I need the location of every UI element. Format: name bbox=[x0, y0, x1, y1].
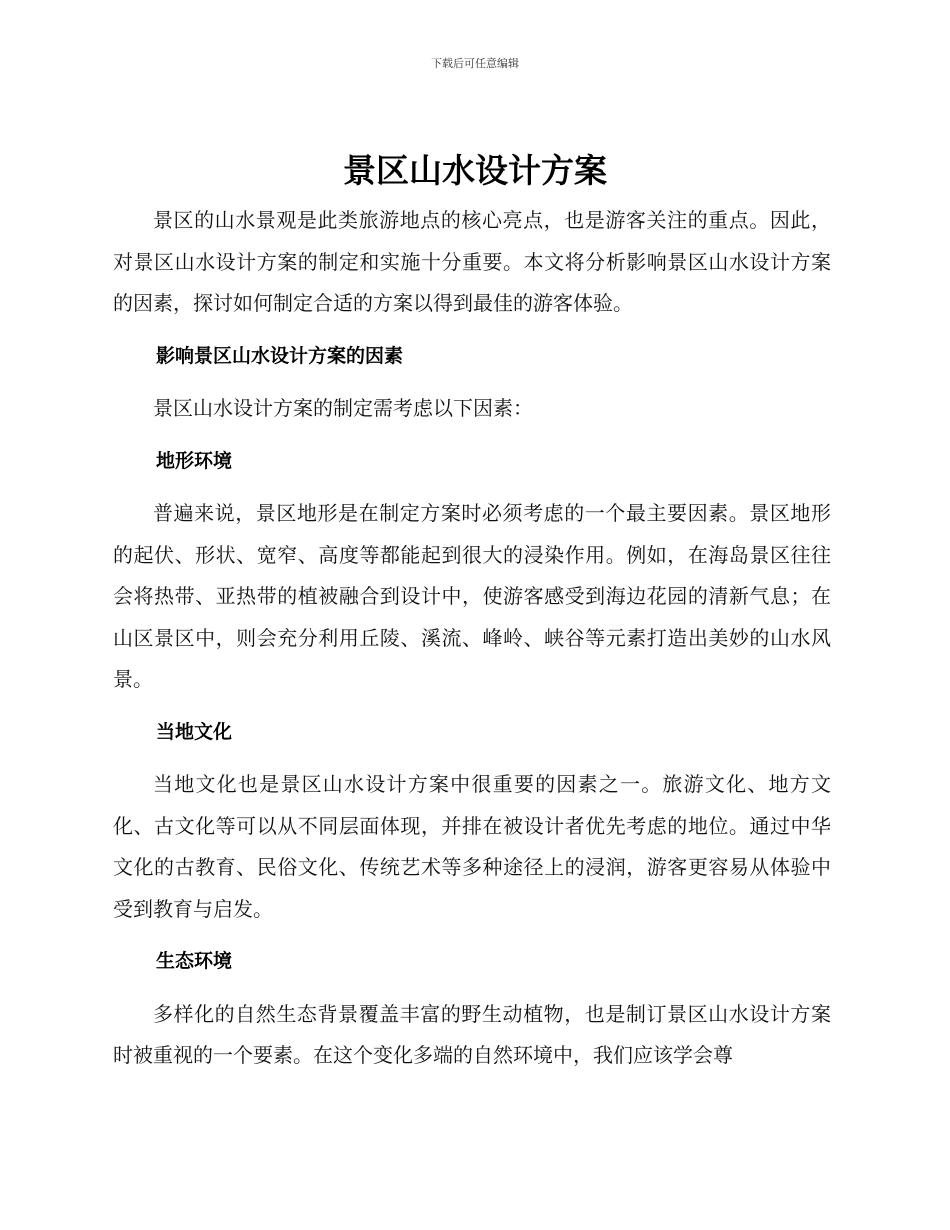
section-lead-paragraph: 景区山水设计方案的制定需考虑以下因素： bbox=[153, 396, 533, 420]
factor-heading-ecology: 生态环境 bbox=[156, 950, 233, 972]
factor-paragraph-terrain: 普遍来说，景区地形是在制定方案时必须考虑的一个最主要因素。景区地形的起伏、形状、宽窄、高度等都能起到很大的浸染作用。例如，在海岛景区往往会将热带、亚热带的植被融合到设计中，使游客感受到海边花园的清新气息；在山区景区中，则会充分利用丘陵、溪流、峰岭、峡谷等元素打造出美妙的山水风景。 bbox=[113, 501, 831, 691]
section-heading: 影响景区山水设计方案的因素 bbox=[156, 344, 404, 367]
factor-paragraph-ecology: 多样化的自然生态背景覆盖丰富的野生动植物，也是制订景区山水设计方案时被重视的一个要素。在这个变化多端的自然环境中，我们应该学会尊 bbox=[113, 1001, 831, 1067]
factor-heading-culture: 当地文化 bbox=[156, 720, 233, 743]
factor-paragraph-culture: 当地文化也是景区山水设计方案中很重要的因素之一。旅游文化、地方文化、古文化等可以从不同层面体现，并排在被设计者优先考虑的地位。通过中华文化的古教育、民俗文化、传统艺术等多种途径上的浸润，游客更容易从体验中受到教育与启发。 bbox=[113, 772, 831, 921]
intro-paragraph: 景区的山水景观是此类旅游地点的核心亮点，也是游客关注的重点。因此，对景区山水设计方案的制定和实施十分重要。本文将分析影响景区山水设计方案的因素，探讨如何制定合适的方案以得到最佳的游客体验。 bbox=[113, 208, 831, 315]
header-note: 下载后可任意编辑 bbox=[431, 57, 519, 70]
document-body bbox=[113, 200, 831, 1077]
factor-heading-terrain: 地形环境 bbox=[156, 449, 233, 472]
document-title: 景区山水设计方案 bbox=[343, 151, 607, 190]
